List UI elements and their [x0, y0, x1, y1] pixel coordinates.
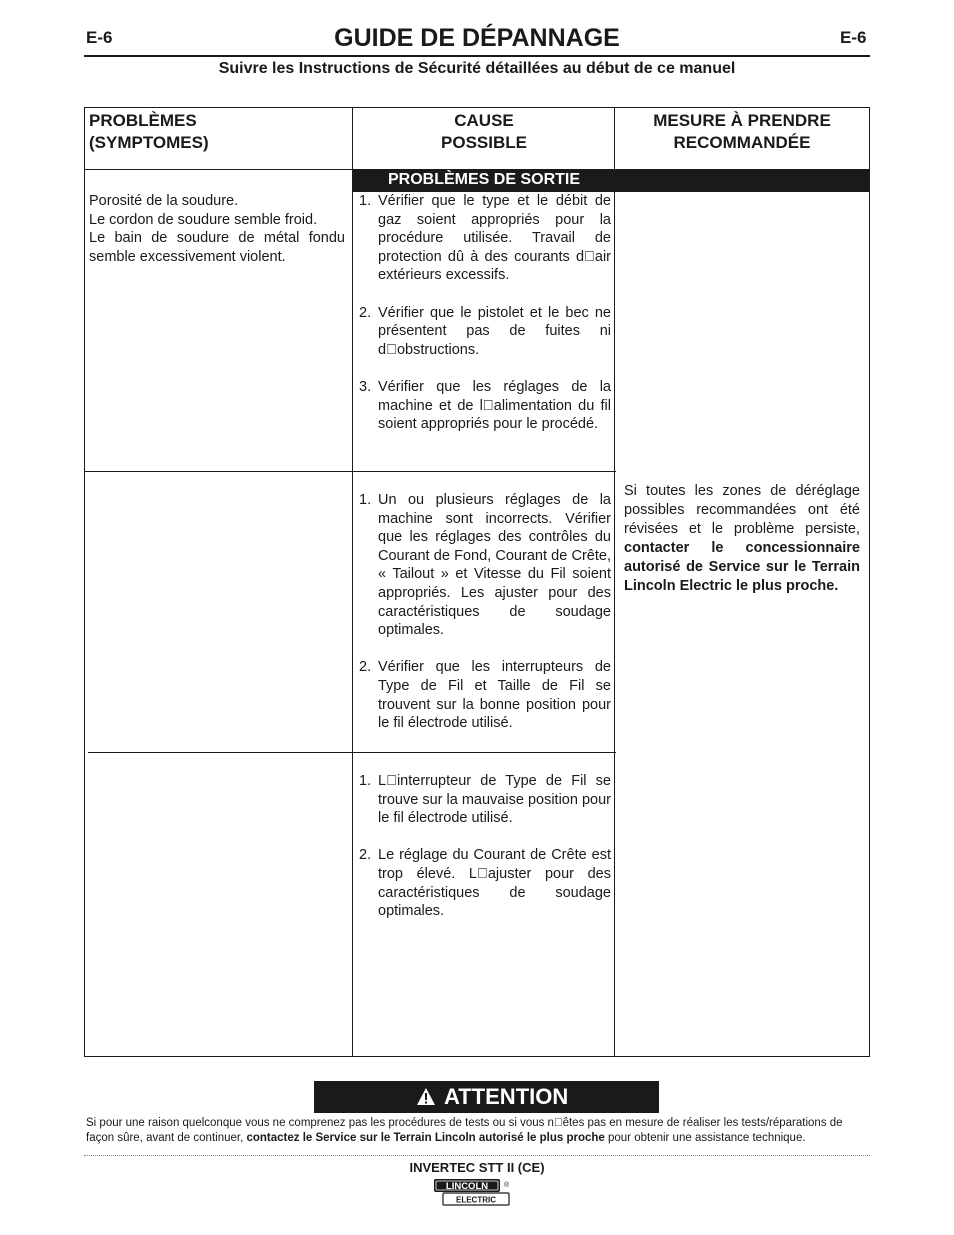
column-header-problems — [89, 110, 209, 154]
page-number-left: E-6 — [86, 28, 113, 47]
attention-text-emphasis: contactez le Service sur le Terrain Lincoln autorisé le plus proche — [246, 1132, 605, 1144]
page-number-right: E-6 — [840, 28, 867, 47]
cause-list-1 — [359, 192, 611, 452]
logo-text-top: LINCOLN — [445, 1181, 489, 1193]
row-divider-1 — [84, 471, 616, 472]
cause-text: L interrupteur de Type de Fil se trouve sur la mauvaise position pour le fil électrode utilisé. — [378, 773, 611, 827]
cause-text: Vérifier que les interrupteurs de Type de Fil et Taille de Fil se trouvent sur la bonne position pour le fil électrode utilisé. — [378, 659, 611, 732]
column-header-measure-line2: RECOMMANDÉE — [673, 133, 811, 152]
table-left-border — [84, 107, 85, 1057]
footer-divider — [84, 1155, 870, 1156]
warning-icon — [416, 1087, 436, 1106]
column-header-measure — [615, 110, 869, 154]
cause-text: Vérifier que les réglages de la machine et de l alimentation du fil soient appropriés pour le procédé. — [378, 378, 611, 433]
recommended-action — [624, 482, 860, 596]
logo-text-bottom: ELECTRIC — [456, 1195, 496, 1205]
table-right-border — [869, 107, 870, 1057]
cause-text: Un ou plusieurs réglages de la machine sont incorrects. Vérifier que les réglages des contrôles du Courant de Fond, Courant de Crête, « Tailout » et Vitesse du Fil soient appropriés. Les ajuster pour des caractéristiques de soudage optimales. — [378, 492, 611, 639]
symptoms-cell — [89, 192, 345, 266]
column-header-cause-line2: POSSIBLE — [441, 133, 527, 152]
cause-list-3 — [359, 772, 611, 939]
cause-item: 3. Vérifier que les réglages de la machine et de l alimentation du fil soient appropriés pour le procédé. — [359, 378, 611, 433]
column-header-problems-line1: PROBLÈMES — [89, 111, 197, 130]
column-header-cause-line1: CAUSE — [454, 111, 514, 130]
cause-item: 1. Un ou plusieurs réglages de la machine sont incorrects. Vérifier que les réglages des contrôles du Courant de Fond, Courant de Crête, « Tailout » et Vitesse du Fil soient appropriés. Les ajuster pour des caractéristiques de soudage optimales. — [359, 492, 611, 639]
recommended-action-emphasis: contacter le concessionnaire autorisé de Service sur le Terrain Lincoln Electric le plus proche. — [624, 540, 860, 594]
column-header-measure-line1: MESURE À PRENDRE — [653, 111, 831, 130]
column-header-cause — [353, 110, 615, 154]
table-top-border — [84, 107, 870, 108]
symptom-item: Le cordon de soudure semble froid. — [89, 211, 318, 228]
cause-text: Vérifier que le pistolet et le bec ne présentent pas de fuites ni d obstructions. — [378, 304, 611, 358]
cause-item: 1. L interrupteur de Type de Fil se trouve sur la mauvaise position pour le fil électrode utilisé. — [359, 773, 611, 827]
attention-text — [86, 1116, 870, 1146]
registered-mark: ® — [504, 1182, 510, 1189]
header-divider — [84, 55, 870, 57]
symptom-item: Porosité de la soudure. — [89, 193, 239, 209]
column-header-problems-line2: (SYMPTOMES) — [89, 133, 209, 152]
cause-list-2 — [359, 491, 611, 751]
symptom-item: Le bain de soudure de métal fondu semble excessivement violent. — [89, 230, 345, 265]
cause-item: 2. Le réglage du Courant de Crête est trop élevé. L ajuster pour des caractéristiques de soudage optimales. — [359, 847, 611, 920]
attention-text-part: pour obtenir une assistance technique. — [604, 1132, 806, 1144]
column-divider-2 — [614, 107, 615, 1057]
column-divider-1 — [352, 107, 353, 1057]
cause-item: 1. Vérifier que le type et le débit de gaz soient appropriés pour la procédure utilisée. Travail de protection dû à des courants d air extérieurs excessifs. — [359, 193, 611, 284]
table-bottom-border — [84, 1056, 870, 1057]
section-title: PROBLÈMES DE SORTIE — [387, 171, 581, 188]
recommended-action-text: Si toutes les zones de déréglage possibles recommandées ont été révisées et le problème persiste, — [624, 483, 860, 537]
cause-item: 2. Vérifier que les interrupteurs de Type de Fil et Taille de Fil se trouvent sur la bonne position pour le fil électrode utilisé. — [359, 659, 611, 732]
attention-text-part: Si pour une raison quelconque vous ne comprenez pas les procédures de tests ou si vous n êtes pas en mesure de réaliser les tests/réparations de façon sûre, avant de continuer, — [86, 1117, 843, 1144]
attention-banner — [314, 1081, 659, 1113]
cause-item: 2. Vérifier que le pistolet et le bec ne présentent pas de fuites ni d obstructions. — [359, 304, 611, 358]
safety-subtitle: Suivre les Instructions de Sécurité détaillées au début de ce manuel — [218, 60, 736, 77]
page-title: GUIDE DE DÉPANNAGE — [334, 24, 620, 52]
row-divider-2 — [88, 752, 616, 753]
attention-label: ATTENTION — [444, 1084, 569, 1109]
cause-text: Le réglage du Courant de Crête est trop élevé. L ajuster pour des caractéristiques de soudage optimales. — [378, 847, 611, 920]
lincoln-electric-logo — [433, 1178, 511, 1206]
model-name: INVERTEC STT II (CE) — [409, 1160, 545, 1175]
cause-text: Vérifier que le type et le débit de gaz soient appropriés pour la procédure utilisée. Travail de protection dû à des courants d air extérieurs excessifs. — [378, 193, 611, 284]
